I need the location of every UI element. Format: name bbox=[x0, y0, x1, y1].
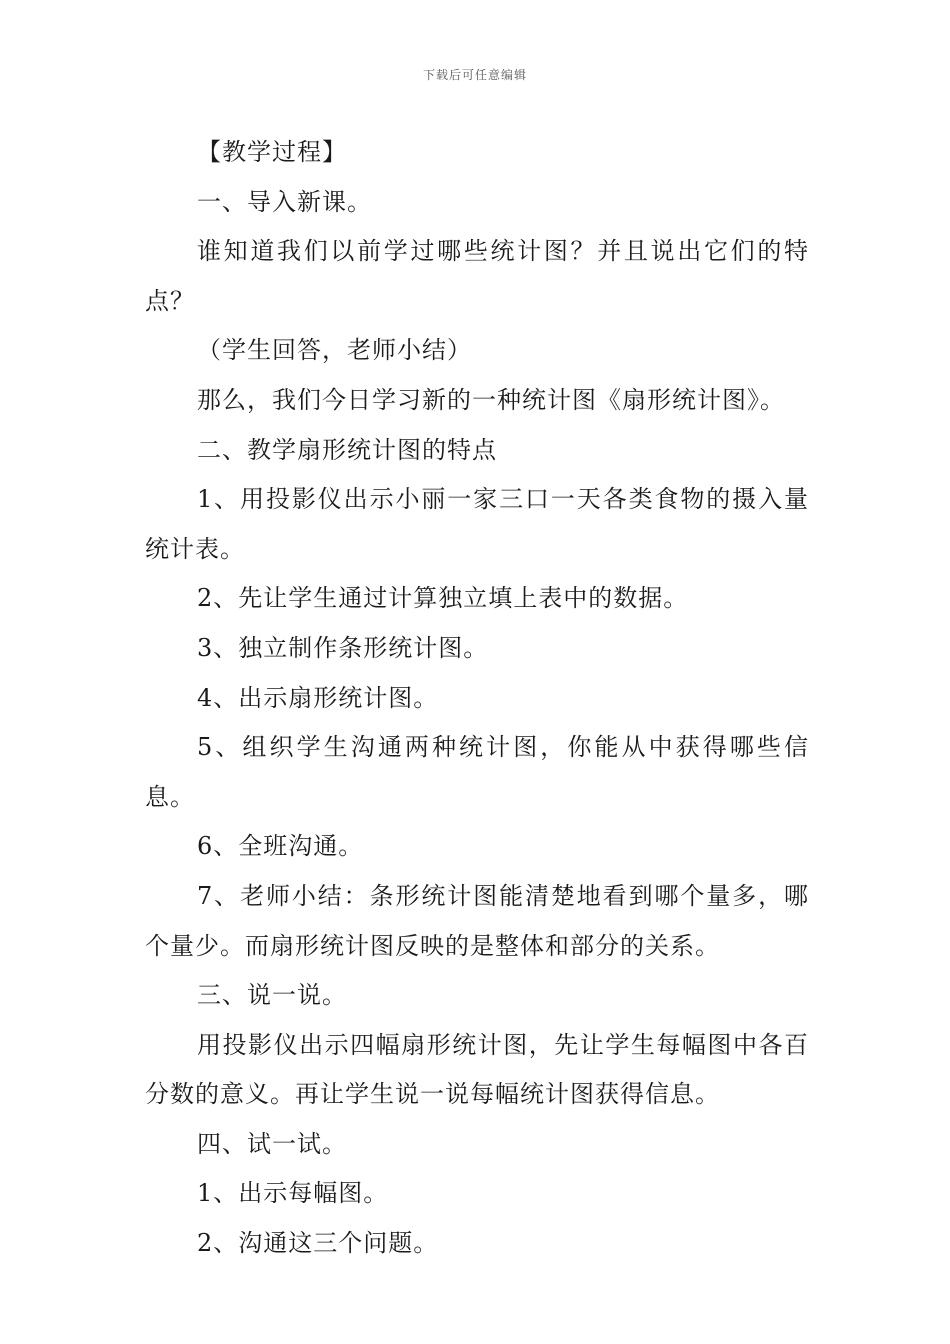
list-item: 1、出示每幅图。 bbox=[197, 1179, 389, 1208]
section-heading-discuss: 三、说一说。 bbox=[197, 981, 347, 1010]
paragraph: 用投影仪出示四幅扇形统计图，先让学生每幅图中各百分数的意义。再让学生说一说每幅统计图获得信息。 bbox=[145, 1030, 809, 1109]
list-item: 7、老师小结：条形统计图能清楚地看到哪个量多，哪个量少。而扇形统计图反映的是整体和部分的关系。 bbox=[145, 881, 809, 960]
list-item: 2、沟通这三个问题。 bbox=[197, 1229, 439, 1258]
list-item: 1、用投影仪出示小丽一家三口一天各类食物的摄入量统计表。 bbox=[145, 485, 809, 563]
section-heading-try: 四、试一试。 bbox=[197, 1129, 347, 1158]
list-item: 6、全班沟通。 bbox=[197, 832, 364, 861]
paragraph: （学生回答，老师小结） bbox=[197, 336, 472, 365]
list-item: 3、独立制作条形统计图。 bbox=[197, 633, 489, 662]
list-item: 5、组织学生沟通两种统计图，你能从中获得哪些信息。 bbox=[145, 733, 809, 811]
list-item: 4、出示扇形统计图。 bbox=[197, 683, 439, 712]
section-heading-pie-chart-features: 二、教学扇形统计图的特点 bbox=[197, 435, 497, 464]
section-heading-teaching-process: 【教学过程】 bbox=[197, 138, 347, 166]
paragraph: 谁知道我们以前学过哪些统计图？并且说出它们的特点？ bbox=[145, 237, 809, 315]
section-heading-introduction: 一、导入新课。 bbox=[197, 187, 372, 216]
paragraph: 那么，我们今日学习新的一种统计图《扇形统计图》。 bbox=[197, 385, 785, 414]
list-item: 2、先让学生通过计算独立填上表中的数据。 bbox=[197, 584, 689, 613]
header-note: 下载后可任意编辑 bbox=[422, 68, 527, 82]
document-body bbox=[145, 128, 809, 1269]
